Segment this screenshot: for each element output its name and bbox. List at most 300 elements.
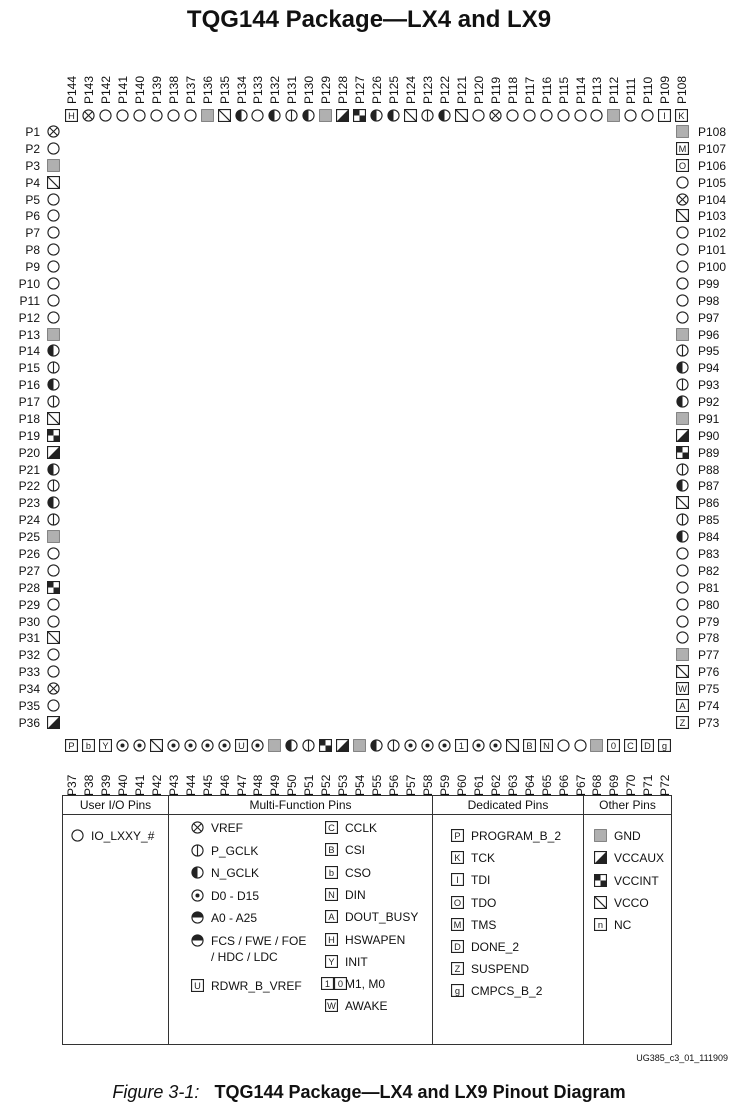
io-pin-circle-icon	[641, 109, 654, 122]
letter-a-pin-icon	[325, 910, 338, 923]
io-pin-circle-icon	[150, 109, 163, 122]
io-pin-circle-icon	[676, 631, 689, 644]
pin-p28	[47, 581, 60, 594]
legend-table	[62, 795, 672, 1045]
n-gclk-pin-icon	[676, 530, 689, 543]
pin-number-label: P9	[25, 260, 40, 275]
pin-p70	[624, 739, 637, 752]
pin-p2	[47, 142, 60, 155]
pin-p6	[47, 209, 60, 222]
vref-pin-icon	[82, 109, 95, 122]
pin-number-label: P121	[454, 75, 469, 104]
legend-label: VREF	[211, 821, 244, 835]
letter-i-pin-icon	[451, 873, 464, 886]
pin-p71	[641, 739, 654, 752]
pin-p105	[676, 176, 689, 189]
io-pin-circle-icon	[47, 226, 60, 239]
pin-p31	[47, 631, 60, 644]
pin-p126	[370, 109, 383, 122]
legend-label: CSI	[345, 843, 366, 858]
pin-number-label: P112	[607, 76, 622, 104]
pin-number-label: P142	[98, 75, 113, 104]
svg-text:b: b	[85, 740, 92, 751]
pin-number-label: P80	[698, 597, 720, 612]
pin-number-label: P66	[556, 774, 571, 796]
pin-p132	[268, 109, 281, 122]
io-pin-circle-icon	[676, 615, 689, 628]
figure-number: Figure 3-1:	[112, 1082, 200, 1102]
pin-number-label: P38	[81, 774, 96, 796]
gnd-pin-icon	[607, 109, 620, 122]
legend-user-io	[63, 796, 169, 1044]
svg-text:B: B	[328, 845, 335, 856]
pin-number-label: P30	[18, 614, 40, 629]
io-pin-circle-icon	[251, 109, 264, 122]
n-gclk-pin-icon	[47, 378, 60, 391]
vcco-pin-icon	[47, 631, 60, 644]
pin-number-label: P47	[234, 774, 249, 796]
vccint-pin-icon	[47, 581, 60, 594]
svg-text:N: N	[328, 889, 335, 900]
pin-p24	[47, 513, 60, 526]
io-pin-circle-icon	[557, 739, 570, 752]
pin-p100	[676, 260, 689, 273]
pin-p56	[387, 739, 400, 752]
letter-b-pin-icon	[82, 739, 95, 752]
pin-number-label: P63	[505, 774, 520, 796]
pin-p81	[676, 581, 689, 594]
pin-number-label: P1	[25, 125, 40, 139]
pin-number-label: P97	[698, 310, 720, 325]
pin-p137	[184, 109, 197, 122]
io-pin-circle-icon	[506, 109, 519, 122]
data-pin-icon	[191, 889, 204, 902]
pin-number-label: P83	[698, 547, 720, 561]
pin-number-label: P140	[132, 75, 147, 104]
pin-p96	[676, 328, 689, 341]
legend-label: TMS	[471, 917, 497, 932]
pin-p117	[523, 109, 536, 122]
io-pin-circle-icon	[116, 109, 129, 122]
pin-number-label: P42	[149, 774, 164, 796]
data-pin-icon	[404, 739, 417, 752]
letter-d-pin-icon	[451, 940, 464, 953]
svg-text:W: W	[327, 1001, 336, 1012]
pin-number-label: P111	[624, 77, 639, 104]
svg-text:A: A	[328, 912, 335, 923]
pin-p135	[218, 109, 231, 122]
pin-number-label: P34	[18, 682, 40, 697]
io-pin-circle-icon	[47, 615, 60, 628]
p-gclk-pin-icon	[676, 513, 689, 526]
pin-number-label: P69	[607, 774, 622, 796]
pin-p119	[489, 109, 502, 122]
pin-p69	[607, 739, 620, 752]
io-pin-circle-icon	[676, 243, 689, 256]
data-pin-icon	[167, 739, 180, 752]
io-pin-circle-icon	[99, 109, 112, 122]
letter-o-pin-icon	[451, 896, 464, 909]
pin-p19	[47, 429, 60, 442]
p-gclk-pin-icon	[47, 395, 60, 408]
n-gclk-pin-icon	[235, 109, 248, 122]
letter-u-pin-icon	[191, 979, 204, 992]
legend-label: M1, M0	[345, 977, 386, 992]
pin-number-label: P78	[698, 631, 720, 646]
pin-number-label: P14	[18, 344, 40, 359]
legend-label: CCLK	[345, 821, 378, 835]
p-gclk-pin-icon	[676, 344, 689, 357]
data-pin-icon	[472, 739, 485, 752]
pin-p97	[676, 311, 689, 324]
pin-number-label: P2	[25, 141, 40, 156]
gnd-pin-icon	[676, 125, 689, 138]
vccaux-pin-icon	[594, 851, 607, 864]
pin-p39	[99, 739, 112, 752]
svg-text:O: O	[678, 160, 687, 171]
pin-p72	[658, 739, 671, 752]
legend-label: CSO	[345, 865, 372, 880]
pin-p123	[421, 109, 434, 122]
pin-p32	[47, 648, 60, 661]
pin-p57	[404, 739, 417, 752]
svg-text:M: M	[678, 143, 687, 154]
data-pin-icon	[201, 739, 214, 752]
pin-p77	[676, 648, 689, 661]
pin-p140	[133, 109, 146, 122]
svg-text:B: B	[526, 740, 533, 751]
n-gclk-pin-icon	[47, 496, 60, 509]
pin-number-label: P24	[18, 513, 40, 528]
legend-label: GND	[614, 829, 641, 843]
pin-number-label: P84	[698, 530, 720, 545]
pin-p14	[47, 344, 60, 357]
pin-number-label: P21	[18, 462, 40, 477]
gnd-pin-icon	[201, 109, 214, 122]
pin-number-label: P7	[25, 226, 40, 241]
io-pin-circle-icon	[47, 209, 60, 222]
pin-number-label: P115	[556, 76, 571, 104]
pin-number-label: P39	[98, 774, 113, 796]
pin-p88	[676, 463, 689, 476]
pin-number-label: P68	[590, 774, 605, 796]
figure-credit: UG385_c3_01_111909	[636, 1053, 728, 1063]
pin-p110	[641, 109, 654, 122]
gnd-pin-icon	[676, 412, 689, 425]
legend-multi-function	[169, 796, 433, 1044]
legend-label: TDO	[471, 895, 497, 910]
pin-p144	[65, 109, 78, 122]
pin-p92	[676, 395, 689, 408]
svg-text:1: 1	[324, 978, 331, 989]
pin-number-label: P108	[675, 75, 690, 104]
pin-p98	[676, 294, 689, 307]
letter-g-pin-icon	[658, 739, 671, 752]
pin-p38	[82, 739, 95, 752]
vcco-pin-icon	[506, 739, 519, 752]
gnd-pin-icon	[676, 328, 689, 341]
pin-number-label: P74	[698, 698, 720, 713]
pin-p111	[624, 109, 637, 122]
pin-number-label: P109	[658, 75, 673, 104]
legend-label: FCS / FWE / FOE	[211, 934, 307, 948]
pin-p42	[150, 739, 163, 752]
letter-0-pin-icon	[607, 739, 620, 752]
pin-number-label: P106	[698, 158, 727, 173]
io-pin-circle-icon	[676, 564, 689, 577]
gnd-pin-icon	[47, 530, 60, 543]
io-pin-circle-icon	[167, 109, 180, 122]
letter-n-pin-icon	[325, 888, 338, 901]
svg-text:g: g	[662, 740, 668, 751]
n-gclk-pin-icon	[370, 109, 383, 122]
legend-other	[584, 796, 671, 1044]
pin-number-label: P102	[698, 226, 727, 241]
svg-text:0: 0	[611, 740, 617, 751]
pin-number-label: P117	[522, 76, 537, 104]
vccint-pin-icon	[353, 109, 366, 122]
pin-number-label: P95	[698, 344, 720, 359]
letter-y-pin-icon	[99, 739, 112, 752]
pin-p22	[47, 479, 60, 492]
vcco-pin-icon	[676, 209, 689, 222]
pin-p91	[676, 412, 689, 425]
letter-b-pin-icon	[523, 739, 536, 752]
letter-c-pin-icon	[325, 821, 338, 834]
pin-p107	[676, 142, 689, 155]
pin-p121	[455, 109, 468, 122]
io-pin-circle-icon	[676, 277, 689, 290]
legend-header-dedicated: Dedicated Pins	[433, 796, 583, 815]
pin-number-label: P5	[25, 192, 40, 207]
vcco-pin-icon	[150, 739, 163, 752]
legend-label: TDI	[471, 873, 491, 888]
letter-p-pin-icon	[65, 739, 78, 752]
io-pin-circle-icon	[624, 109, 637, 122]
io-pin-circle-icon	[676, 547, 689, 560]
io-pin-circle-icon	[676, 226, 689, 239]
pin-number-label: P59	[437, 774, 452, 796]
pin-p103	[676, 209, 689, 222]
io-pin-circle-icon	[47, 243, 60, 256]
pin-p15	[47, 361, 60, 374]
pin-number-label: P89	[698, 445, 720, 460]
pin-number-label: P8	[25, 243, 40, 258]
legend-label: INIT	[345, 954, 368, 969]
io-pin-circle-icon	[676, 311, 689, 324]
pin-number-label: P53	[336, 774, 351, 796]
pin-number-label: P13	[18, 327, 40, 342]
pin-p102	[676, 226, 689, 239]
letter-k-pin-icon	[451, 851, 464, 864]
pin-number-label: P12	[18, 310, 40, 325]
letter-10-pin-icon	[321, 977, 347, 995]
n-gclk-pin-icon	[268, 109, 281, 122]
svg-text:A: A	[679, 700, 686, 711]
pin-number-label: P77	[698, 648, 720, 663]
io-pin-circle-icon	[133, 109, 146, 122]
p-gclk-pin-icon	[47, 513, 60, 526]
pin-number-label: P116	[539, 76, 554, 104]
data-pin-icon	[421, 739, 434, 752]
n-gclk-pin-icon	[302, 109, 315, 122]
p-gclk-pin-icon	[191, 844, 204, 857]
legend-label: RDWR_B_VREF	[211, 979, 302, 993]
pin-p59	[438, 739, 451, 752]
pin-number-label: P90	[698, 428, 720, 443]
letter-c-pin-icon	[624, 739, 637, 752]
pin-number-label: P72	[658, 774, 673, 796]
letter-b-pin-icon	[325, 843, 338, 856]
legend-label: IO_LXXY_#	[91, 829, 155, 843]
data-pin-icon	[438, 739, 451, 752]
pin-p143	[82, 109, 95, 122]
legend-label: A0 - A25	[211, 911, 258, 926]
vref-pin-icon	[676, 193, 689, 206]
pin-p7	[47, 226, 60, 239]
pin-number-label: P139	[149, 75, 164, 104]
legend-label: SUSPEND	[471, 962, 530, 977]
n-gclk-pin-icon	[676, 395, 689, 408]
pin-number-label: P52	[319, 774, 334, 796]
pin-p53	[336, 739, 349, 752]
pin-number-label: P28	[18, 580, 40, 595]
pin-p21	[47, 463, 60, 476]
pin-number-label: P36	[18, 715, 40, 730]
pin-number-label: P57	[404, 774, 418, 796]
letter-b-pin-icon	[325, 866, 338, 879]
pin-p34	[47, 682, 60, 695]
pin-number-label: P122	[437, 75, 452, 104]
svg-text:U: U	[194, 980, 201, 991]
gnd-pin-icon	[353, 739, 366, 752]
pin-p50	[285, 739, 298, 752]
io-pin-circle-icon	[47, 648, 60, 661]
io-pin-circle-icon	[676, 598, 689, 611]
legend-label: P_GCLK	[211, 843, 259, 858]
vccaux-pin-icon	[336, 739, 349, 752]
legend-label: HSWAPEN	[345, 932, 406, 947]
pin-number-label: P127	[353, 75, 368, 104]
pin-p82	[676, 564, 689, 577]
pin-number-label: P27	[18, 563, 40, 578]
pin-p17	[47, 395, 60, 408]
pin-p76	[676, 665, 689, 678]
pin-number-label: P96	[698, 327, 720, 342]
pin-number-label: P43	[166, 774, 181, 796]
io-pin-circle-icon	[523, 109, 536, 122]
pin-number-label: P46	[217, 774, 232, 796]
svg-text:W: W	[678, 683, 687, 694]
pin-p75	[676, 682, 689, 695]
pin-p108	[676, 125, 689, 138]
pin-p26	[47, 547, 60, 560]
pin-p142	[99, 109, 112, 122]
legend-header-other: Other Pins	[584, 796, 671, 815]
pin-p113	[590, 109, 603, 122]
pin-p138	[167, 109, 180, 122]
legend-label: DIN	[345, 887, 366, 902]
pin-p63	[506, 739, 519, 752]
letter-1-pin-icon	[455, 739, 468, 752]
legend-label: N_GCLK	[211, 866, 260, 881]
letter-z-pin-icon	[451, 962, 464, 975]
pin-p9	[47, 260, 60, 273]
data-pin-icon	[116, 739, 129, 752]
pin-p29	[47, 598, 60, 611]
pin-number-label: P4	[25, 175, 40, 190]
data-pin-icon	[489, 739, 502, 752]
legend-label: D0 - D15	[211, 888, 260, 903]
vcco-pin-icon	[47, 176, 60, 189]
io-pin-circle-icon	[574, 739, 587, 752]
io-pin-circle-icon	[676, 581, 689, 594]
pin-p54	[353, 739, 366, 752]
pin-number-label: P71	[641, 774, 656, 796]
gnd-pin-icon	[47, 159, 60, 172]
io-pin-circle-icon	[676, 294, 689, 307]
pin-p83	[676, 547, 689, 560]
pin-number-label: P16	[18, 378, 40, 393]
pin-p93	[676, 378, 689, 391]
pin-number-label: P50	[285, 774, 300, 796]
pin-number-label: P76	[698, 665, 720, 680]
pin-p120	[472, 109, 485, 122]
legend-label: VCCO	[614, 895, 649, 910]
legend-label: CMPCS_B_2	[471, 984, 543, 999]
pin-number-label: P93	[698, 378, 720, 393]
letter-k-pin-icon	[675, 109, 688, 122]
pin-p101	[676, 243, 689, 256]
vccint-pin-icon	[319, 739, 332, 752]
pin-number-label: P94	[698, 361, 720, 376]
p-gclk-pin-icon	[387, 739, 400, 752]
gnd-pin-icon	[676, 648, 689, 661]
pin-number-label: P144	[65, 75, 79, 104]
pin-number-label: P118	[505, 76, 520, 104]
io-pin-circle-icon	[71, 829, 84, 842]
legend-header-user-io: User I/O Pins	[63, 796, 168, 815]
svg-text:O: O	[453, 897, 462, 908]
pin-number-label: P132	[268, 75, 283, 104]
pin-p115	[557, 109, 570, 122]
svg-text:1: 1	[458, 740, 464, 751]
pin-p122	[438, 109, 451, 122]
pin-number-label: P18	[18, 411, 40, 426]
pin-p48	[251, 739, 264, 752]
io-pin-circle-icon	[47, 193, 60, 206]
vref-pin-icon	[191, 821, 204, 834]
legend-label: AWAKE	[345, 999, 388, 1014]
pin-number-label: P40	[115, 774, 130, 796]
p-gclk-pin-icon	[47, 479, 60, 492]
legend-label: DONE_2	[471, 940, 520, 954]
pin-number-label: P51	[302, 774, 317, 796]
vccint-pin-icon	[594, 874, 607, 887]
pin-p3	[47, 159, 60, 172]
pin-p114	[574, 109, 587, 122]
svg-text:Z: Z	[454, 964, 461, 975]
pin-number-label: P120	[471, 75, 486, 104]
gnd-pin-icon	[590, 739, 603, 752]
vref-pin-icon	[47, 125, 60, 138]
pin-p106	[676, 159, 689, 172]
pin-p20	[47, 446, 60, 459]
pin-number-label: P129	[319, 75, 334, 104]
svg-text:C: C	[627, 740, 635, 751]
p-gclk-pin-icon	[676, 463, 689, 476]
pin-p104	[676, 193, 689, 206]
